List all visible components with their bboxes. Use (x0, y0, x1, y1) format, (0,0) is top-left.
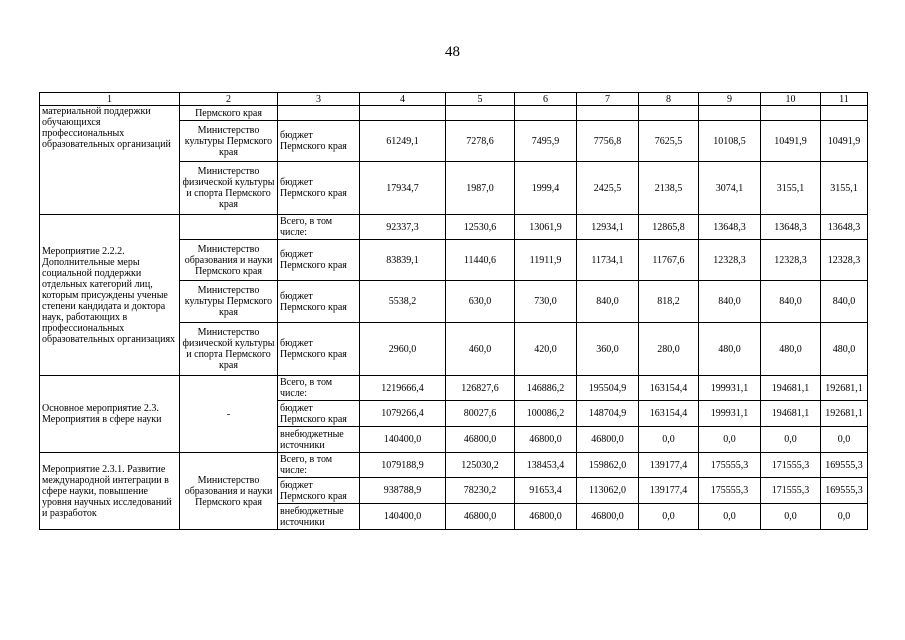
value-cell: 0,0 (821, 504, 868, 530)
value-cell: 46800,0 (446, 427, 515, 453)
column-header: 6 (515, 93, 577, 106)
value-cell (446, 106, 515, 121)
column-header: 5 (446, 93, 515, 106)
value-cell: 10108,5 (699, 121, 761, 162)
executor-cell: Министерство культуры Пермского края (180, 281, 278, 323)
value-cell: 169555,3 (821, 478, 868, 504)
value-cell: 171555,3 (761, 478, 821, 504)
value-cell: 17934,7 (360, 162, 446, 215)
funding-source: бюджет Пермского края (278, 281, 360, 323)
value-cell (761, 106, 821, 121)
column-header: 2 (180, 93, 278, 106)
value-cell: 138453,4 (515, 453, 577, 478)
value-cell: 12328,3 (699, 240, 761, 281)
executor-cell (180, 215, 278, 240)
column-header: 7 (577, 93, 639, 106)
value-cell: 12328,3 (761, 240, 821, 281)
value-cell: 175555,3 (699, 453, 761, 478)
executor-cell: Министерство образования и науки Пермского края (180, 453, 278, 530)
value-cell: 5538,2 (360, 281, 446, 323)
value-cell: 148704,9 (577, 401, 639, 427)
value-cell: 199931,1 (699, 376, 761, 401)
value-cell: 1079266,4 (360, 401, 446, 427)
value-cell: 2960,0 (360, 323, 446, 376)
value-cell (577, 106, 639, 121)
value-cell: 46800,0 (446, 504, 515, 530)
value-cell: 61249,1 (360, 121, 446, 162)
value-cell: 938788,9 (360, 478, 446, 504)
value-cell: 175555,3 (699, 478, 761, 504)
value-cell: 7756,8 (577, 121, 639, 162)
value-cell: 0,0 (639, 504, 699, 530)
value-cell: 1219666,4 (360, 376, 446, 401)
table-row (40, 215, 868, 240)
value-cell: 3155,1 (761, 162, 821, 215)
value-cell: 420,0 (515, 323, 577, 376)
value-cell: 46800,0 (515, 427, 577, 453)
value-cell: 194681,1 (761, 376, 821, 401)
value-cell: 2138,5 (639, 162, 699, 215)
value-cell: 80027,6 (446, 401, 515, 427)
value-cell: 1079188,9 (360, 453, 446, 478)
executor-cell: Пермского края (180, 106, 278, 121)
value-cell: 840,0 (761, 281, 821, 323)
executor-cell: Министерство физической культуры и спорта Пермского края (180, 323, 278, 376)
value-cell: 11734,1 (577, 240, 639, 281)
value-cell: 1999,4 (515, 162, 577, 215)
value-cell: 11440,6 (446, 240, 515, 281)
column-header: 1 (40, 93, 180, 106)
measure-name: Мероприятие 2.2.2. Дополнительные меры социальной поддержки отдельных категорий лиц, которым присуждены ученые степени кандидата и доктора наук, работающих в профессиональных образовательных организациях (40, 215, 180, 376)
funding-source: бюджет Пермского края (278, 121, 360, 162)
value-cell: 840,0 (577, 281, 639, 323)
value-cell: 12328,3 (821, 240, 868, 281)
table-row (40, 376, 868, 401)
value-cell: 11767,6 (639, 240, 699, 281)
value-cell: 46800,0 (515, 504, 577, 530)
column-header: 9 (699, 93, 761, 106)
value-cell: 0,0 (761, 504, 821, 530)
value-cell: 163154,4 (639, 401, 699, 427)
measure-name: материальной поддержки обучающихся профессиональных образовательных организаций (40, 106, 180, 215)
value-cell: 46800,0 (577, 504, 639, 530)
funding-source: бюджет Пермского края (278, 401, 360, 427)
value-cell: 83839,1 (360, 240, 446, 281)
value-cell: 13648,3 (699, 215, 761, 240)
header-row (40, 93, 868, 106)
value-cell (699, 106, 761, 121)
value-cell: 91653,4 (515, 478, 577, 504)
executor-cell: Министерство физической культуры и спорта Пермского края (180, 162, 278, 215)
value-cell: 194681,1 (761, 401, 821, 427)
value-cell: 113062,0 (577, 478, 639, 504)
value-cell: 140400,0 (360, 427, 446, 453)
value-cell: 460,0 (446, 323, 515, 376)
value-cell: 11911,9 (515, 240, 577, 281)
value-cell: 10491,9 (761, 121, 821, 162)
value-cell: 0,0 (761, 427, 821, 453)
budget-table (39, 92, 868, 530)
value-cell: 730,0 (515, 281, 577, 323)
value-cell: 139177,4 (639, 478, 699, 504)
value-cell: 360,0 (577, 323, 639, 376)
funding-source (278, 106, 360, 121)
value-cell: 480,0 (699, 323, 761, 376)
value-cell: 12865,8 (639, 215, 699, 240)
measure-name: Основное мероприятие 2.3. Мероприятия в сфере науки (40, 376, 180, 453)
value-cell: 10491,9 (821, 121, 868, 162)
value-cell: 46800,0 (577, 427, 639, 453)
table-row (40, 453, 868, 478)
value-cell: 12934,1 (577, 215, 639, 240)
funding-source: Всего, в том числе: (278, 215, 360, 240)
value-cell: 192681,1 (821, 376, 868, 401)
value-cell: 13648,3 (821, 215, 868, 240)
funding-source: внебюджетные источники (278, 504, 360, 530)
value-cell: 0,0 (639, 427, 699, 453)
value-cell: 169555,3 (821, 453, 868, 478)
funding-source: бюджет Пермского края (278, 240, 360, 281)
value-cell: 3074,1 (699, 162, 761, 215)
value-cell: 818,2 (639, 281, 699, 323)
funding-source: бюджет Пермского края (278, 478, 360, 504)
funding-source: бюджет Пермского края (278, 323, 360, 376)
value-cell: 146886,2 (515, 376, 577, 401)
value-cell: 159862,0 (577, 453, 639, 478)
value-cell: 7625,5 (639, 121, 699, 162)
funding-source: бюджет Пермского края (278, 162, 360, 215)
column-header: 4 (360, 93, 446, 106)
value-cell: 480,0 (761, 323, 821, 376)
value-cell: 100086,2 (515, 401, 577, 427)
measure-name: Мероприятие 2.3.1. Развитие международной интеграции в сфере науки, повышение уровня научных исследований и разработок (40, 453, 180, 530)
executor-cell: - (180, 376, 278, 453)
value-cell: 139177,4 (639, 453, 699, 478)
value-cell: 140400,0 (360, 504, 446, 530)
value-cell: 1987,0 (446, 162, 515, 215)
value-cell: 13648,3 (761, 215, 821, 240)
page-number: 48 (445, 44, 460, 60)
value-cell: 92337,3 (360, 215, 446, 240)
value-cell: 192681,1 (821, 401, 868, 427)
value-cell (515, 106, 577, 121)
value-cell: 126827,6 (446, 376, 515, 401)
value-cell: 7278,6 (446, 121, 515, 162)
value-cell: 2425,5 (577, 162, 639, 215)
column-header: 3 (278, 93, 360, 106)
value-cell: 12530,6 (446, 215, 515, 240)
value-cell: 630,0 (446, 281, 515, 323)
value-cell: 0,0 (699, 504, 761, 530)
value-cell (821, 106, 868, 121)
funding-source: Всего, в том числе: (278, 453, 360, 478)
value-cell (639, 106, 699, 121)
value-cell: 280,0 (639, 323, 699, 376)
executor-cell: Министерство образования и науки Пермского края (180, 240, 278, 281)
value-cell (360, 106, 446, 121)
value-cell: 78230,2 (446, 478, 515, 504)
funding-source: внебюджетные источники (278, 427, 360, 453)
value-cell: 840,0 (821, 281, 868, 323)
executor-cell: Министерство культуры Пермского края (180, 121, 278, 162)
column-header: 11 (821, 93, 868, 106)
value-cell: 195504,9 (577, 376, 639, 401)
funding-source: Всего, в том числе: (278, 376, 360, 401)
column-header: 10 (761, 93, 821, 106)
column-header: 8 (639, 93, 699, 106)
table-row (40, 106, 868, 121)
value-cell: 7495,9 (515, 121, 577, 162)
value-cell: 171555,3 (761, 453, 821, 478)
value-cell: 163154,4 (639, 376, 699, 401)
value-cell: 0,0 (821, 427, 868, 453)
value-cell: 13061,9 (515, 215, 577, 240)
value-cell: 480,0 (821, 323, 868, 376)
value-cell: 3155,1 (821, 162, 868, 215)
value-cell: 125030,2 (446, 453, 515, 478)
value-cell: 0,0 (699, 427, 761, 453)
value-cell: 199931,1 (699, 401, 761, 427)
value-cell: 840,0 (699, 281, 761, 323)
